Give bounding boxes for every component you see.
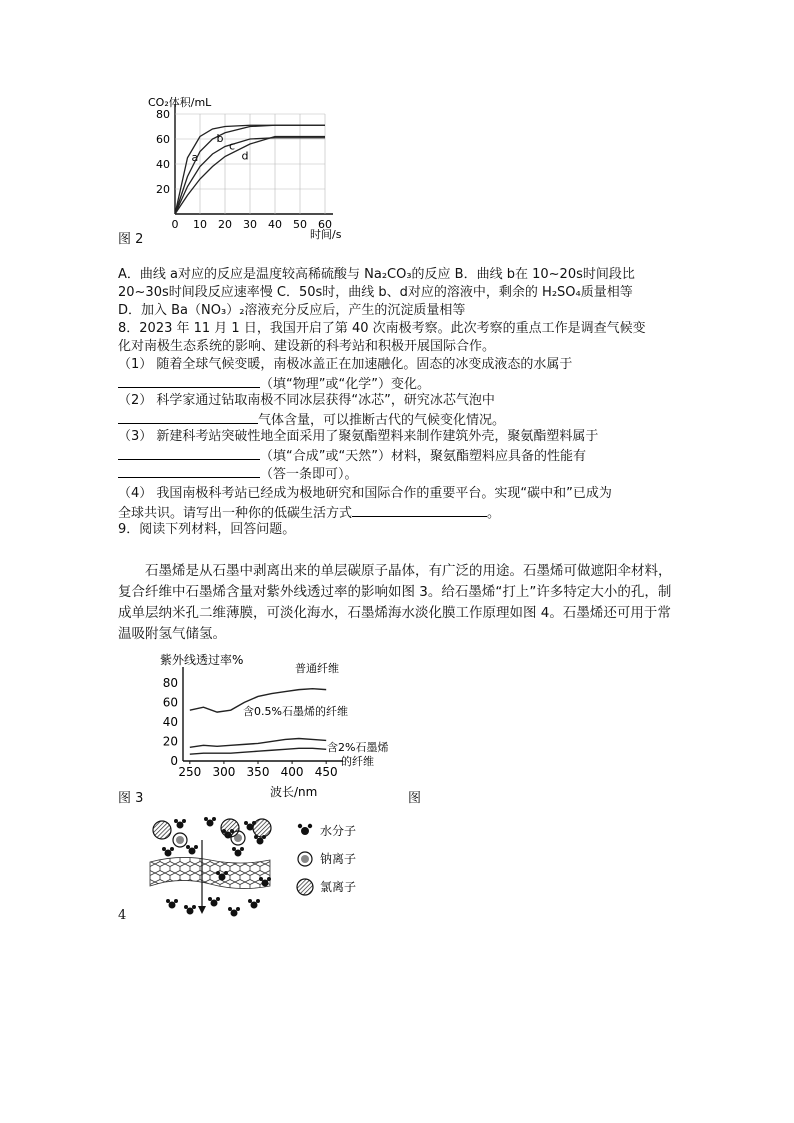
figure3-y-tick: 80 [162,675,178,690]
water-molecule-icon [232,847,244,857]
q9-paragraph: 石墨烯是从石墨中剥离出来的单层碳原子晶体，有广泛的用途。石墨烯可做遮阳伞材料，复合纤维中石墨烯含量对紫外线透过率的影响如图 3。给石墨烯“打上”许多特定大小的孔，制成单层纳米孔二维薄膜，可淡化海水，石墨烯海水淡化膜工作原理如图 4。石墨烯还可用于常温吸附氢气储氢。 [118,563,672,642]
figure3-series-2 [190,748,326,754]
water-molecule-icon [248,899,260,909]
figure2-y-tick: 80 [156,108,170,121]
answer-blank[interactable] [118,374,260,388]
option-line-3: D．加入 Ba（NO₃）₂溶液充分反应后，产生的沉淀质量相等 [118,303,466,318]
q8-part4-a: （4） 我国南极科考站已经成为极地研究和国际合作的重要平台。实现“碳中和”已成为 [118,486,612,501]
q8-part2-b-row [118,410,505,430]
figure3-y-tick: 0 [170,754,178,768]
figure3-chart [155,650,410,800]
legend-sodium-label: 钠离子 [320,852,357,866]
water-molecule-icon [184,905,196,915]
graphene-membrane [150,857,270,888]
figure2-x-tick: 30 [243,218,257,231]
figure2-x-tick: 60 [318,218,332,231]
figure2-x-tick: 50 [293,218,307,231]
legend-water [298,823,356,838]
figure3-ylabel: 紫外线透过率% [160,653,244,667]
q8-part2-a: （2） 科学家通过钻取南极不同冰层获得“冰芯”，研究冰芯气泡中 [118,393,495,408]
figure-label-cut: 图 [408,791,422,806]
legend-water-label: 水分子 [320,824,357,838]
q8-part4-c: 。 [487,506,501,521]
q8-part3-c: （答一条即可）。 [260,467,358,482]
legend-chlorine-label: 氯离子 [320,880,357,894]
water-molecule-icon [208,897,220,907]
water-molecule-icon [162,847,174,857]
sodium-ion-icon [173,833,187,847]
q8-part3-c-row [118,464,358,484]
option-line-2: 20~30s时间段反应速率慢 C．50s时，曲线 b、d对应的溶液中，剩余的 H₂SO₄质量相等 [118,285,633,300]
water-molecule-icon [186,845,198,855]
q8-part1-b: （填“物理”或“化学”）变化。 [260,377,430,392]
figure2-x-tick: 20 [218,218,232,231]
answer-blank[interactable] [118,446,260,460]
figure2-x-tick: 0 [171,218,179,231]
legend-chlorine [297,879,356,895]
figure4-diagram [150,810,380,920]
chlorine-ion-icon [253,819,271,837]
figure3-y-tick: 60 [162,695,178,710]
option-line-1: A．曲线 a对应的反应是温度较高稀硫酸与 Na₂CO₃的反应 B．曲线 b在 10~20s时间段比 [118,267,635,282]
q8-part3-b: （填“合成”或“天然”）材料，聚氨酯塑料应具备的性能有 [260,449,586,464]
figure2-label: 图 2 [118,232,144,247]
q8-title-2: 化对南极生态系统的影响、建设新的科考站和积极开展国际合作。 [118,339,496,354]
figure2-y-tick: 40 [156,158,170,171]
figure3-label: 图 3 [118,791,144,806]
figure3-series-1 [190,739,326,748]
answer-blank[interactable] [118,410,258,424]
q8-part4-b-row [118,503,500,523]
chlorine-ion-icon [153,821,171,839]
water-molecule-icon [228,907,240,917]
figure2-x-tick: 40 [268,218,282,231]
chlorine-ion-icon [221,819,239,837]
figure2-y-tick: 20 [156,183,170,196]
figure3-xlabel: 波长/nm [270,785,318,799]
figure3-series-label-2b: 的纤维 [341,755,374,768]
figure2-series-label-b: b [216,132,224,145]
q8-part2-b: 气体含量，可以推断古代的气候变化情况。 [258,413,506,428]
q8-part1-b-row [118,374,430,394]
figure3-y-tick: 40 [162,714,178,729]
figure3-series-label-2a: 含2%石墨烯 [327,741,389,754]
water-molecule-icon [204,817,216,827]
figure2-y-tick: 60 [156,133,170,146]
figure3-x-tick: 400 [280,765,304,779]
figure4-label: 4 [118,908,127,923]
q8-part1-a: （1） 随着全球气候变暖，南极冰盖正在加速融化。固态的冰变成液态的水属于 [118,357,573,372]
figure2-series-label-c: c [229,139,236,153]
figure3-series-label-0: 普通纤维 [295,662,339,675]
figure3-x-tick: 350 [246,765,270,779]
figure3-x-tick: 250 [178,765,202,779]
figure2-series-label-a: a [191,150,199,164]
figure2-xlabel: 时间/s [310,228,342,241]
figure3-x-tick: 450 [314,765,338,779]
q9-title: 9．阅读下列材料，回答问题。 [118,522,296,537]
figure3-series-label-1: 含0.5%石墨烯的纤维 [243,705,348,718]
water-molecule-icon [166,899,178,909]
legend-sodium [298,851,356,866]
water-molecule-icon [174,819,186,829]
answer-blank[interactable] [352,503,487,517]
arrow-head-icon [198,906,206,914]
q8-title-1: 8．2023 年 11 月 1 日，我国开启了第 40 次南极考察。此次考察的重点工作是调查气候变 [118,321,646,336]
answer-blank[interactable] [118,464,260,478]
figure2-series-label-d: d [241,149,249,163]
figure2-ylabel: CO₂体积/mL [148,96,212,109]
q8-part3-b-row [118,446,586,466]
q8-part3-a: （3） 新建科考站突破性地全面采用了聚氨酯塑料来制作建筑外壳，聚氨酯塑料属于 [118,429,599,444]
figure3-y-tick: 20 [162,734,178,749]
figure3-x-tick: 300 [212,765,236,779]
figure2-chart [130,92,342,242]
figure2-x-tick: 10 [193,218,207,231]
q8-part4-b: 全球共识。请写出一种你的低碳生活方式 [118,506,353,521]
